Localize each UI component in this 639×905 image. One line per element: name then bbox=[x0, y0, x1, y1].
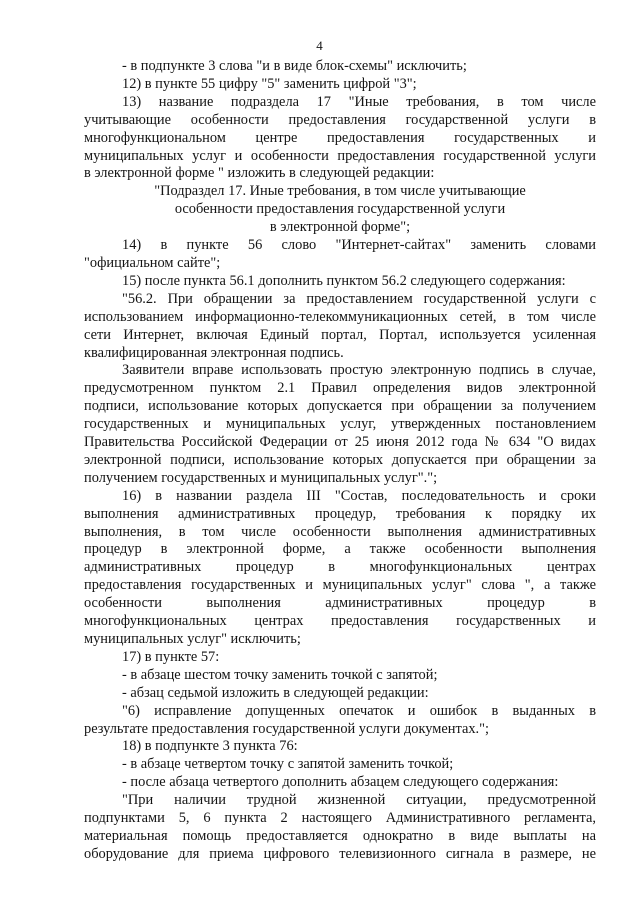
text-line: многофункциональном центре предоставления государственных и bbox=[84, 129, 596, 146]
text-line: муниципальных услуг" исключить; bbox=[84, 631, 301, 647]
text-line: муниципальных услуг и особенности предоставления государственной услуги bbox=[84, 147, 596, 164]
quoted-heading-line: особенности предоставления государственной услуги bbox=[174, 201, 506, 218]
text-line: государственных и муниципальных услуг, утвержденных постановлением bbox=[84, 416, 596, 433]
text-line: 16) в названии раздела III "Состав, последовательность и сроки bbox=[122, 487, 596, 504]
text-line: административных процедур в многофункциональных центрах bbox=[84, 559, 596, 576]
text-line: "При наличии трудной жизненной ситуации, предусмотренной bbox=[122, 792, 596, 809]
text-line: выполнения административных процедур, требования к порядку их bbox=[84, 505, 596, 522]
text-line: особенности выполнения административных процедур в bbox=[84, 595, 596, 612]
text-line: 15) после пункта 56.1 дополнить пунктом 56.2 следующего содержания: bbox=[122, 272, 566, 289]
text-line: Заявители вправе использовать простую электронную подпись в случае, bbox=[122, 362, 596, 379]
text-line: квалифицированная электронная подпись. bbox=[84, 344, 344, 361]
text-line: использованием информационно-телекоммуникационных сетей, в том числе bbox=[84, 308, 596, 325]
text-line: - в абзаце шестом точку заменить точкой с запятой; bbox=[122, 666, 438, 683]
text-line: материальная помощь предоставляется однократно в виде выплаты на bbox=[84, 827, 596, 844]
text-line: учитывающие особенности предоставления государственной услуги в bbox=[84, 111, 596, 128]
text-line: многофункциональных центрах предоставления государственных и bbox=[84, 613, 596, 630]
text-line: выполнения, в том числе особенности выполнения административных bbox=[84, 523, 596, 540]
text-line: подпунктами 5, 6 пункта 2 настоящего Административного регламента, bbox=[84, 810, 596, 827]
text-line: 18) в подпункте 3 пункта 76: bbox=[122, 738, 298, 755]
quoted-heading-line: в электронной форме"; bbox=[269, 219, 411, 236]
text-line: сети Интернет, включая Единый портал, Портал, используется усиленная bbox=[84, 326, 596, 343]
text-line: "официальном сайте"; bbox=[84, 254, 221, 271]
text-line: - абзац седьмой изложить в следующей редакции: bbox=[122, 684, 429, 701]
text-line: процедур в электронной форме, а также особенности выполнения bbox=[84, 541, 596, 558]
text-line: "6) исправление допущенных опечаток и ошибок в выданных в bbox=[122, 702, 596, 719]
page-number: 4 bbox=[316, 38, 323, 53]
text-line: "56.2. При обращении за предоставлением государственной услуги с bbox=[122, 290, 596, 307]
text-line: 12) в пункте 55 цифру "5" заменить цифрой "3"; bbox=[122, 75, 417, 92]
document-body bbox=[84, 58, 596, 864]
text-line: результате предоставления государственной услуги документах."; bbox=[84, 720, 489, 737]
text-line: 13) название подраздела 17 "Иные требования, в том числе bbox=[122, 93, 596, 110]
text-line: предоставления государственных и муниципальных услуг" слова ", а также bbox=[84, 577, 596, 594]
text-line: 17) в пункте 57: bbox=[122, 648, 220, 665]
text-line: электронной подписи, использование которых допускается при обращении за bbox=[84, 451, 596, 468]
text-line: предусмотренном пунктом 2.1 Правил определения видов электронной bbox=[84, 380, 596, 397]
text-line: Правительства Российской Федерации от 25 июня 2012 года № 634 "О видах bbox=[84, 434, 596, 451]
quoted-heading-line: "Подраздел 17. Иные требования, в том числе учитывающие bbox=[154, 183, 526, 200]
text-line: получением государственных и муниципальных услуг"."; bbox=[84, 469, 438, 486]
text-line: оборудование для приема цифрового телевизионного сигнала в размере, не bbox=[84, 845, 596, 862]
text-line: - после абзаца четвертого дополнить абзацем следующего содержания: bbox=[122, 774, 559, 791]
text-line: подписи, использование которых допускается при обращении за получением bbox=[84, 398, 596, 415]
text-line: - в подпункте 3 слова "и в виде блок-схемы" исключить; bbox=[122, 58, 467, 74]
text-line: 14) в пункте 56 слово "Интернет-сайтах" заменить словами bbox=[122, 237, 596, 254]
text-line: - в абзаце четвертом точку с запятой заменить точкой; bbox=[122, 756, 454, 773]
text-line: в электронной форме " изложить в следующей редакции: bbox=[84, 165, 435, 182]
